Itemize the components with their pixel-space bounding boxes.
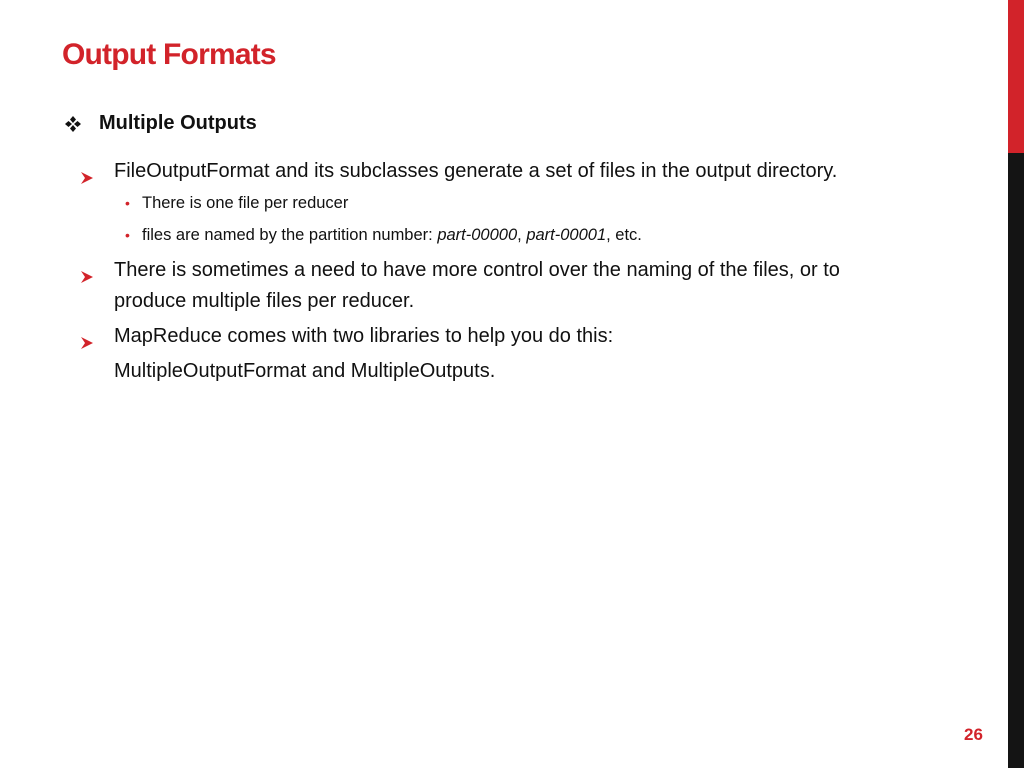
section-heading-label: Multiple Outputs bbox=[99, 112, 257, 134]
bullet-item bbox=[80, 321, 880, 352]
four-diamond-icon bbox=[64, 115, 82, 133]
bullet-item bbox=[80, 156, 880, 187]
dot-bullet-icon: • bbox=[125, 195, 130, 211]
arrow-bullet-icon bbox=[80, 263, 94, 277]
bullet-continuation: MultipleOutputFormat and MultipleOutputs. bbox=[114, 360, 496, 382]
bullet-text: MapReduce comes with two libraries to help you do this: bbox=[114, 325, 614, 347]
sub-bullet-text: There is one file per reducer bbox=[142, 194, 349, 212]
sub-bullet-text-prefix: files are named by the partition number: bbox=[142, 226, 438, 244]
arrow-bullet-icon bbox=[80, 329, 94, 343]
section-heading bbox=[64, 112, 257, 135]
sub-bullet-separator: , bbox=[517, 226, 527, 244]
bullet-text: FileOutputFormat and its subclasses generate a set of files in the output directory. bbox=[114, 160, 838, 182]
sub-bullet-text-suffix: , etc. bbox=[606, 226, 642, 244]
partition-file-name-2: part-00001 bbox=[526, 226, 607, 244]
bullet-item bbox=[80, 255, 880, 317]
bullet-list bbox=[80, 156, 880, 387]
slide-title: Output Formats bbox=[62, 38, 276, 71]
sub-bullet-item bbox=[80, 191, 880, 215]
arrow-bullet-icon bbox=[80, 164, 94, 178]
dot-bullet-icon: • bbox=[125, 227, 130, 243]
bullet-text: There is sometimes a need to have more control over the naming of the files, or to produce multiple files per reducer. bbox=[114, 259, 840, 312]
side-accent-bar bbox=[1008, 0, 1024, 153]
partition-file-name-1: part-00000 bbox=[437, 226, 518, 244]
side-dark-bar bbox=[1008, 153, 1024, 768]
page-number: 26 bbox=[964, 725, 983, 744]
sub-bullet-item bbox=[80, 223, 880, 247]
